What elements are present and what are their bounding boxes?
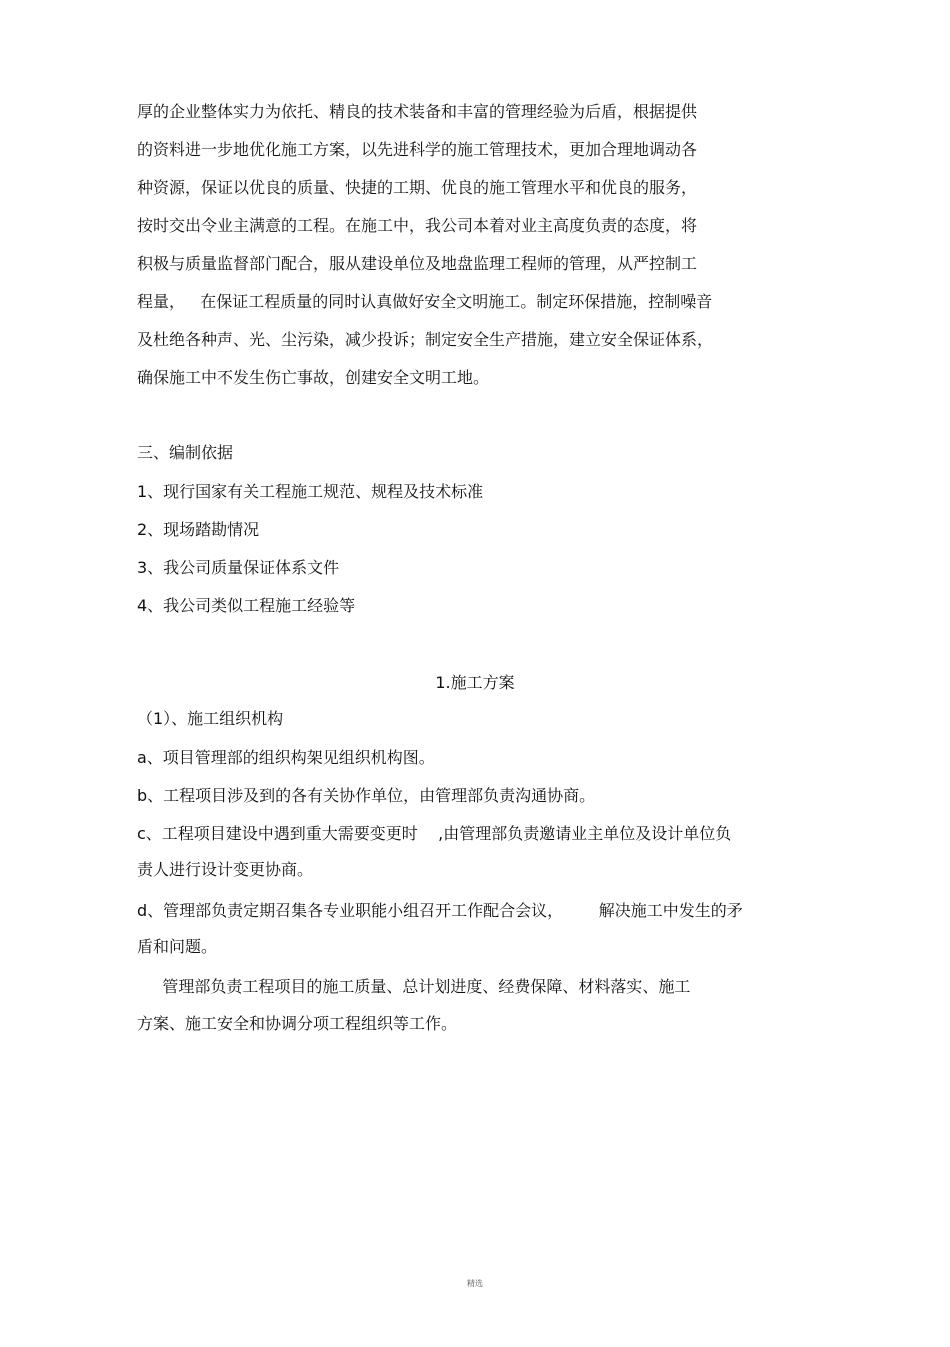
intro-line-6: 程量， 在保证工程质量的同时认真做好安全文明施工。制定环保措施，控制噪音 xyxy=(137,292,713,311)
intro-line-2: 的资料进一步地优化施工方案，以先进科学的施工管理技术，更加合理地调动各 xyxy=(137,140,698,159)
intro-line-4: 按时交出令业主满意的工程。在施工中，我公司本着对业主高度负责的态度，将 xyxy=(137,216,698,235)
plan-subheading: （1）、施工组织机构 xyxy=(137,709,284,728)
basis-item-4: 4、我公司类似工程施工经验等 xyxy=(137,596,356,615)
intro-line-5: 积极与质量监督部门配合，服从建设单位及地盘监理工程师的管理，从严控制工 xyxy=(137,254,698,273)
plan-summary-line-1: 管理部负责工程项目的施工质量、总计划进度、经费保障、材料落实、施工 xyxy=(137,977,691,996)
basis-item-2: 2、现场踏勘情况 xyxy=(137,520,260,539)
plan-line-d: d、管理部负责定期召集各专业职能小组召开工作配合会议， 解决施工中发生的矛 xyxy=(137,901,743,920)
plan-line-c: c、工程项目建设中遇到重大需要变更时 ,由管理部负责邀请业主单位及设计单位负 xyxy=(137,824,732,843)
page-footer: 精选 xyxy=(467,1279,483,1288)
plan-line-a: a、项目管理部的组织构架见组织机构图。 xyxy=(137,748,435,767)
plan-line-d-cont: 盾和问题。 xyxy=(137,937,218,956)
intro-line-7: 及杜绝各种声、光、尘污染，减少投诉；制定安全生产措施，建立安全保证体系， xyxy=(137,330,714,349)
plan-summary-line-2: 方案、施工安全和协调分项工程组织等工作。 xyxy=(137,1014,458,1033)
basis-item-3: 3、我公司质量保证体系文件 xyxy=(137,558,340,577)
intro-line-1: 厚的企业整体实力为依托、精良的技术装备和丰富的管理经验为后盾，根据提供 xyxy=(137,102,698,121)
basis-item-1: 1、现行国家有关工程施工规范、规程及技术标准 xyxy=(137,482,484,501)
plan-title: 1.施工方案 xyxy=(435,673,515,692)
plan-line-b: b、工程项目涉及到的各有关协作单位，由管理部负责沟通协商。 xyxy=(137,786,596,805)
intro-line-8: 确保施工中不发生伤亡事故，创建安全文明工地。 xyxy=(137,368,490,387)
plan-line-c-cont: 责人进行设计变更协商。 xyxy=(137,860,314,879)
intro-line-3: 种资源，保证以优良的质量、快捷的工期、优良的施工管理水平和优良的服务， xyxy=(137,178,698,197)
section-heading-basis: 三、编制依据 xyxy=(137,443,234,462)
